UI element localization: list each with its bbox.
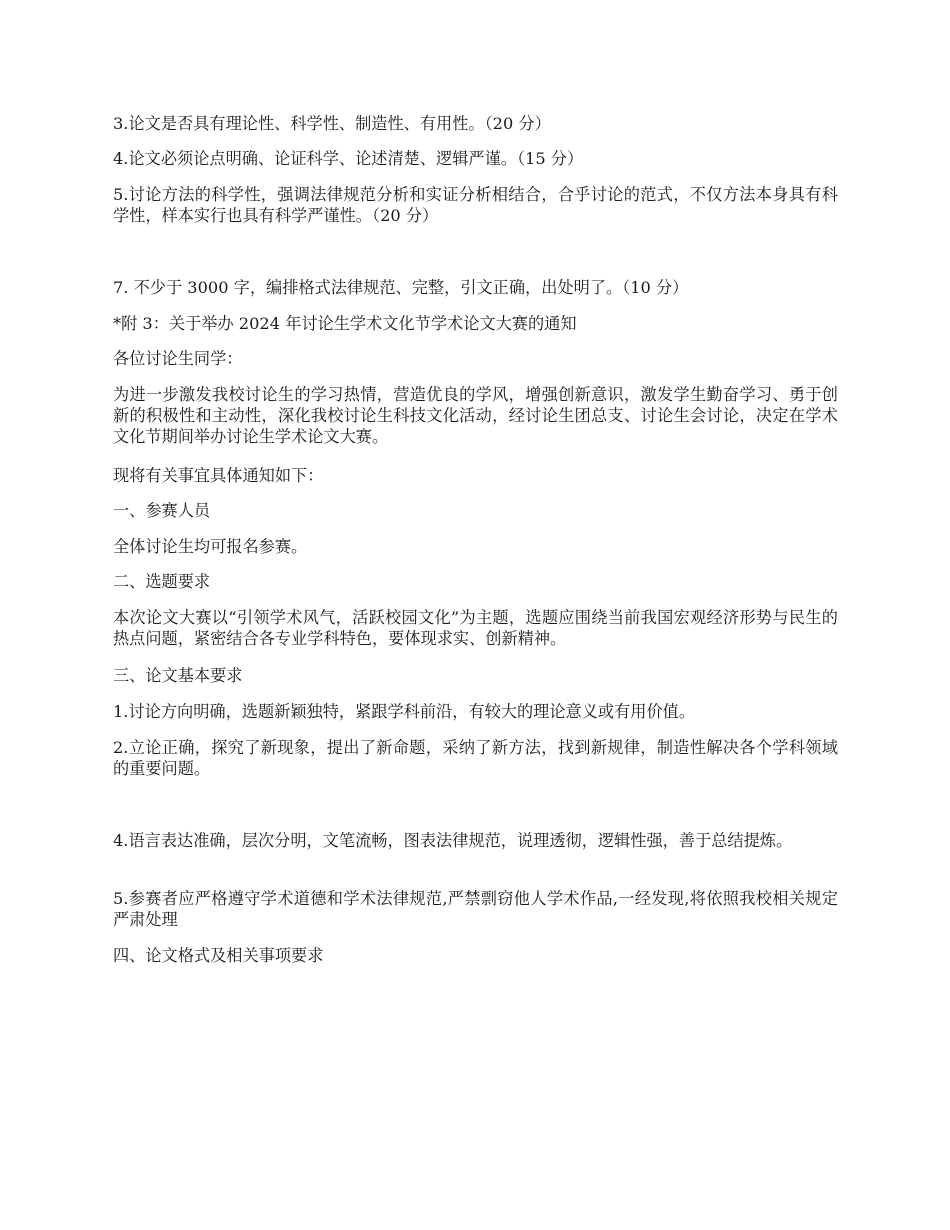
- criterion-3: 3.论文是否具有理论性、科学性、制造性、有用性。（20 分）: [113, 114, 551, 133]
- criterion-7: 7. 不少于 3000 字，编排格式法律规范、完整，引文正确，出处明了。（10 分）: [113, 278, 689, 297]
- notice-lead: 现将有关事宜具体通知如下：: [113, 466, 324, 485]
- intro-paragraph: 为进一步激发我校讨论生的学习热情，营造优良的学风，增强创新意识，激发学生勤奋学习、勇于创新的积极性和主动性，深化我校讨论生科技文化活动，经讨论生团总支、讨论生会讨论，决定在学术文化节期间举办讨论生学术论文大赛。: [113, 385, 838, 446]
- section-heading-participants: 一、参赛人员: [113, 501, 211, 520]
- requirement-1: 1.讨论方向明确，选题新颖独特，紧跟学科前沿，有较大的理论意义或有用价值。: [113, 702, 696, 721]
- requirement-2: 2.立论正确，探究了新现象，提出了新命题，采纳了新方法，找到新规律，制造性解决各个学科领域的重要问题。: [113, 738, 838, 778]
- criterion-5: 5.讨论方法的科学性，强调法律规范分析和实证分析相结合，合乎讨论的范式，不仅方法本身具有科学性，样本实行也具有科学严谨性。（20 分）: [113, 185, 838, 225]
- appendix-title: *附 3：关于举办 2024 年讨论生学术文化节学术论文大赛的通知: [113, 314, 577, 333]
- section-heading-format: 四、论文格式及相关事项要求: [113, 946, 324, 965]
- section-heading-topic: 二、选题要求: [113, 572, 211, 591]
- participants-text: 全体讨论生均可报名参赛。: [113, 537, 308, 556]
- section-heading-basic-requirements: 三、论文基本要求: [113, 666, 243, 685]
- criterion-4: 4.论文必须论点明确、论证科学、论述清楚、逻辑严谨。（15 分）: [113, 149, 584, 168]
- topic-text: 本次论文大赛以“引领学术风气，活跃校园文化”为主题，选题应围绕当前我国宏观经济形势与民生的热点问题，紧密结合各专业学科特色，要体现求实、创新精神。: [113, 608, 838, 648]
- requirement-4: 4.语言表达准确，层次分明，文笔流畅，图表法律规范，说理透彻，逻辑性强，善于总结提炼。: [113, 831, 793, 850]
- requirement-5: 5.参赛者应严格遵守学术道德和学术法律规范,严禁剽窃他人学术作品,一经发现,将依照我校相关规定严肃处理: [113, 889, 838, 929]
- salutation: 各位讨论生同学：: [113, 349, 243, 368]
